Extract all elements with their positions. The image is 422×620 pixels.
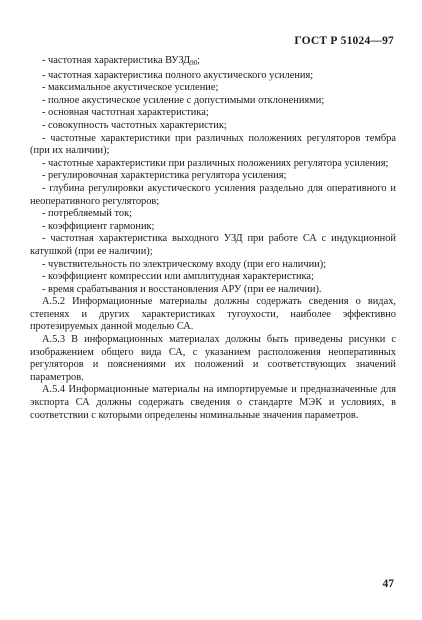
list-item: - частотные характеристики при различных положениях регулятора усиления; <box>42 157 389 169</box>
list-item: - коэффициент компрессии или амплитудная характеристика; <box>42 271 314 283</box>
list-item: - частотная характеристика полного акустического усиления; <box>42 69 314 81</box>
list-item: - время срабатывания и восстановления АРУ (при ее наличии). <box>42 283 322 295</box>
document-body <box>30 55 396 422</box>
page-number: 47 <box>382 578 394 590</box>
paragraph-a-5-4: А.5.4 Информационные материалы на импортируемые и предназначенные для экспорта СА должны содержать сведения о стандарте МЭК и условиях, в соответствии с которыми определены номинальные значения параметров. <box>30 384 396 421</box>
list-item: - максимальное акустическое усиление; <box>42 82 219 94</box>
list-item: - частотная характеристика $ВУЗД_{90}$; <box>42 55 201 67</box>
list-item: - коэффициент гармоник; <box>42 220 155 232</box>
list-item: - глубина регулировки акустического усиления раздельно для оперативного и неоперативного регуляторов; <box>30 182 396 207</box>
list-item: - чувствительность по электрическому входу (при его наличии); <box>42 258 327 270</box>
list-item: - регулировочная характеристика регулятора усиления; <box>42 170 287 182</box>
list-item: - основная частотная характеристика; <box>42 107 209 119</box>
list-item: - частотная характеристика выходного УЗД при работе СА с индукционной катушкой (при ее наличии); <box>30 233 396 257</box>
paragraph-a-5-2: А.5.2 Информационные материалы должны содержать сведения о видах, степенях и других характеристиках тугоухости, наиболее эффективно протезируемых данной моделью СА. <box>30 296 396 333</box>
list-item: - частотные характеристики при различных положениях регуляторов тембра (при их наличии); <box>30 132 396 157</box>
page-header-standard: ГОСТ Р 51024—97 <box>294 35 394 47</box>
list-item: - совокупность частотных характеристик; <box>42 119 227 131</box>
list-item: - потребляемый ток; <box>42 208 133 220</box>
list-item: - полное акустическое усиление с допустимыми отклонениями; <box>42 94 325 106</box>
paragraph-a-5-3: А.5.3 В информационных материалах должны быть приведены рисунки с изображением общего вида СА, с указанием расположения неоперативных регуляторов и пояснениями их положений и соответствующих значений параметров. <box>30 334 396 383</box>
